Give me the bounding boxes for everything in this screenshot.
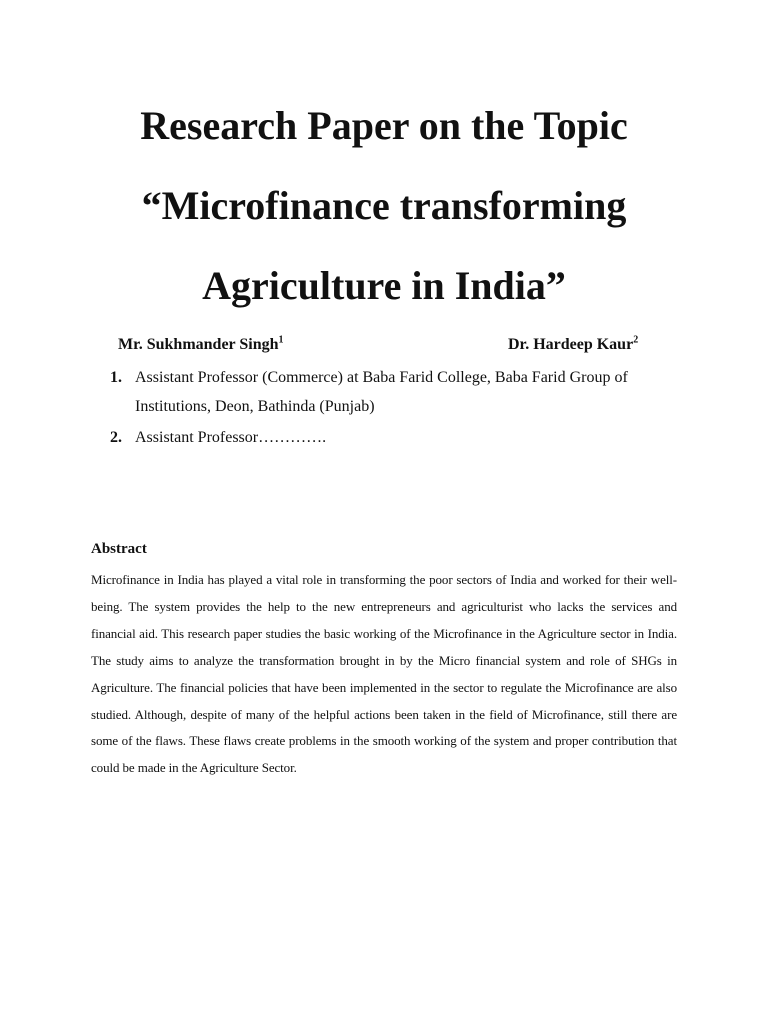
abstract-body: Microfinance in India has played a vital role in transforming the poor sectors of India and worked for their well-being. The system provides the help to the new entrepreneurs and agriculturist who lacks the services and financial aid. This research paper studies the basic working of the Microfinance in the Agriculture sector in India. The study aims to analyze the transformation brought in by the Micro financial system and role of SHGs in Agriculture. The financial policies that have been implemented in the sector to regulate the Microfinance are also studied. Although, despite of many of the helpful actions been taken in the field of Microfinance, still there are some of the flaws. These flaws create problems in the smooth working of the system and proper contribution that could be made in the Agriculture Sector. xyxy=(91,572,677,776)
author-2-superscript: 2 xyxy=(633,334,639,346)
affiliation-text: Assistant Professor (Commerce) at Baba Farid College, Baba Farid Group of Institutions, Deon, Bathinda (Punjab) xyxy=(135,369,628,415)
affiliation-number: 1. xyxy=(110,369,122,386)
author-1 xyxy=(118,333,284,357)
author-list xyxy=(118,333,658,357)
paper-title xyxy=(0,86,768,326)
author-2 xyxy=(508,333,638,357)
affiliation-text: Assistant Professor…………. xyxy=(135,429,327,446)
paper-title-line-1: Research Paper on the Topic xyxy=(140,103,628,148)
affiliation-list xyxy=(106,363,686,452)
paper-title-line-3: Agriculture in India” xyxy=(202,263,566,308)
affiliation-item-1 xyxy=(106,363,686,421)
abstract-heading: Abstract xyxy=(91,541,147,557)
author-2-name: Dr. Hardeep Kaur xyxy=(508,336,634,353)
author-1-superscript: 1 xyxy=(278,334,284,346)
author-1-name: Mr. Sukhmander Singh xyxy=(118,336,279,353)
affiliation-item-2 xyxy=(106,423,686,452)
affiliation-number: 2. xyxy=(110,429,122,446)
paper-title-line-2: “Microfinance transforming xyxy=(141,183,627,228)
